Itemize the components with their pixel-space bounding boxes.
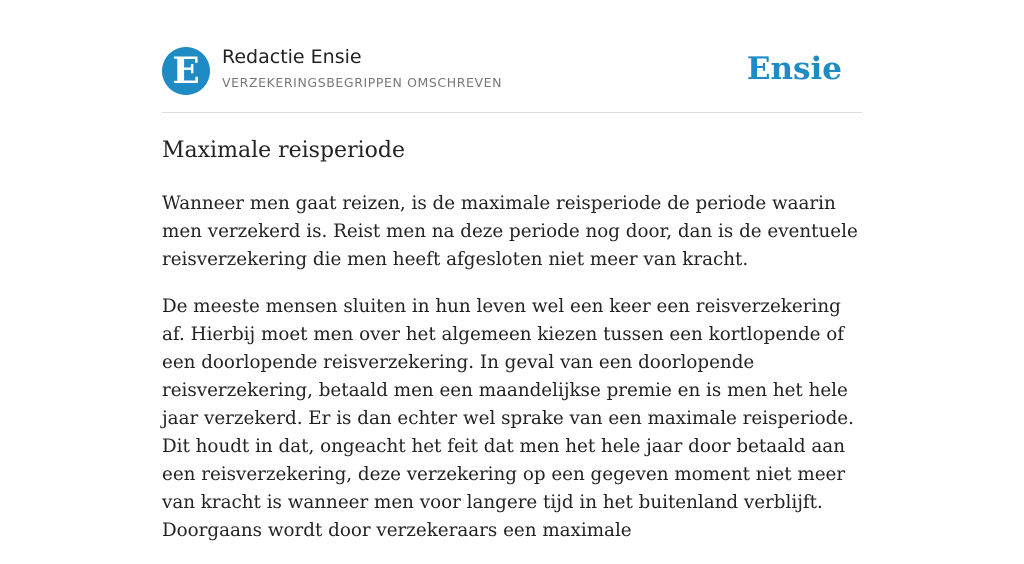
article-card [162, 0, 862, 541]
paragraph: De meeste mensen sluiten in hun leven wel een keer een reisverzekering af. Hierbij moet men over het algemeen kiezen tussen een kortlopende of een doorlopende reisverzekering. In geval van een doorlopende reisverzekering, betaald men een maandelijkse premie en is men het hele jaar verzekerd. Er is dan echter wel sprake van een maximale reisperiode. Dit houdt in dat, ongeacht het feit dat men het hele jaar door betaald aan een reisverzekering, deze verzekering op een gegeven moment niet meer van kracht is wanneer men voor langere tijd in het buitenland verblijft. Doorgaans wordt door verzekeraars een maximale [162, 296, 854, 541]
paragraph: Wanneer men gaat reizen, is de maximale reisperiode de periode waarin men verzekerd is. Reist men na deze periode nog door, dan is de eventuele reisverzekering die men heeft afgesloten niet meer van kracht. [162, 193, 858, 270]
article-title: Maximale reisperiode [162, 138, 405, 163]
brand-logo[interactable]: Ensie [746, 51, 842, 87]
author-name[interactable]: Redactie Ensie [222, 46, 362, 68]
ensie-logo-icon[interactable]: E [162, 47, 210, 95]
article-body [162, 190, 866, 564]
article-header [162, 0, 862, 113]
collection-subtitle[interactable]: VERZEKERINGSBEGRIPPEN OMSCHREVEN [222, 75, 503, 90]
